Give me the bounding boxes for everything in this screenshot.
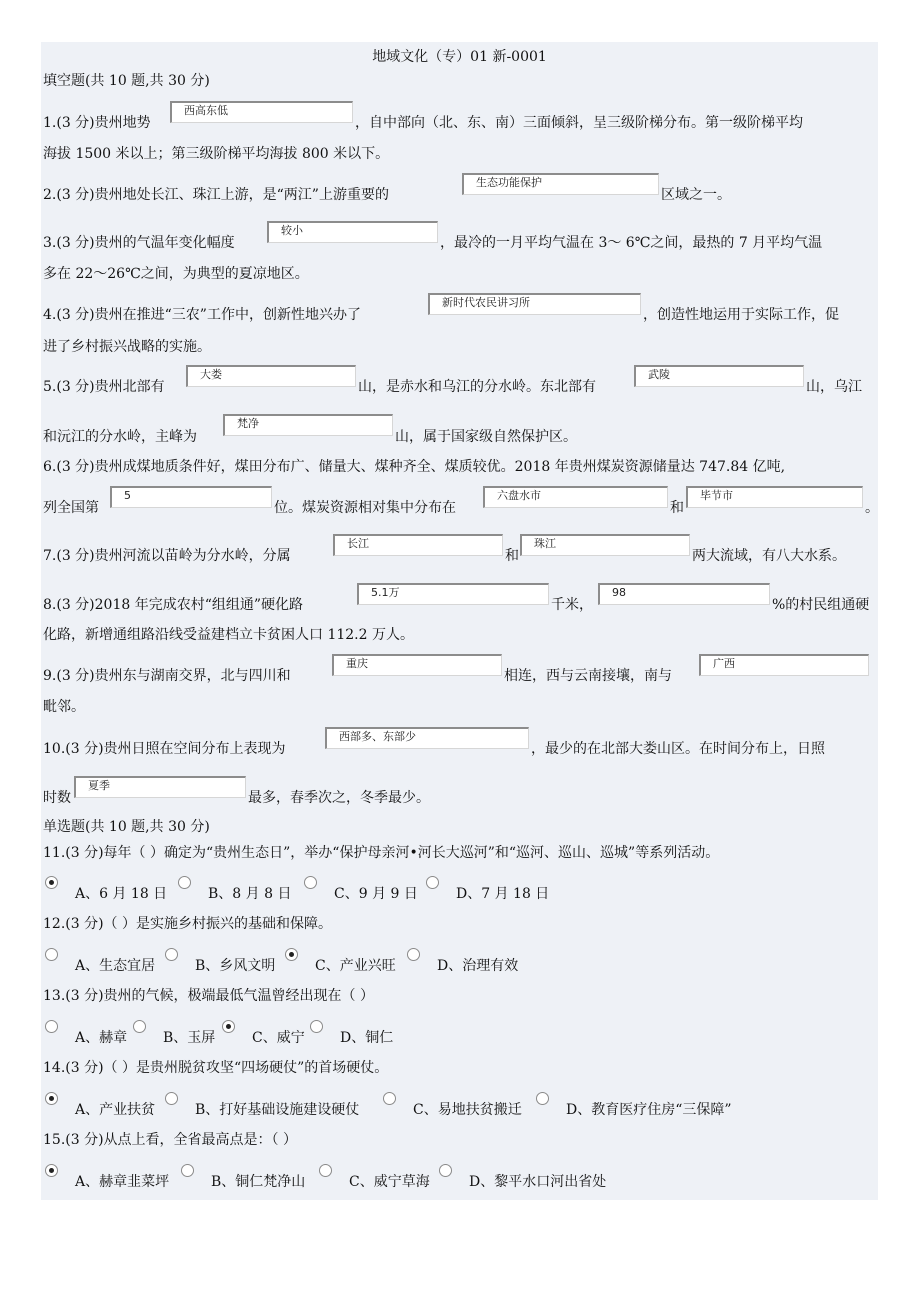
q8-text: 千米，: [551, 597, 593, 613]
q4-answer-field[interactable]: 新时代农民讲习所: [428, 293, 641, 315]
q10-text: 10.(3 分)贵州日照在空间分布上表现为: [43, 741, 286, 757]
q1-answer-field[interactable]: 西高东低: [170, 101, 353, 123]
q10-text: 时数: [43, 790, 71, 806]
q4-text: 进了乡村振兴战略的实施。: [43, 339, 211, 355]
q12-option-b-radio[interactable]: [165, 948, 178, 961]
page-title: 地域文化（专）01 新-0001: [372, 49, 547, 65]
q9-answer-field-2[interactable]: 广西: [699, 654, 869, 676]
q9-text: 9.(3 分)贵州东与湖南交界，北与四川和: [43, 668, 291, 684]
q11-option-d-label: D、7 月 18 日: [456, 886, 550, 902]
q10-answer-field-2[interactable]: 夏季: [74, 776, 246, 798]
q14-text: 14.(3 分)（ ）是贵州脱贫攻坚“四场硬仗”的首场硬仗。: [43, 1060, 389, 1076]
q7-answer-field-2[interactable]: 珠江: [520, 534, 690, 556]
q11-option-b-label: B、8 月 8 日: [208, 886, 292, 902]
q5-text: 山，乌江: [806, 379, 862, 395]
q7-text: 7.(3 分)贵州河流以苗岭为分水岭，分属: [43, 548, 291, 564]
q9-text: 相连，西与云南接壤，南与: [504, 668, 672, 684]
q13-option-a-label: A、赫章: [75, 1030, 128, 1046]
q5-text: 山，属于国家级自然保护区。: [395, 429, 577, 445]
q11-option-c-label: C、9 月 9 日: [334, 886, 418, 902]
q14-option-c-radio[interactable]: [383, 1092, 396, 1105]
q15-option-c-radio[interactable]: [319, 1164, 332, 1177]
q12-option-a-label: A、生态宜居: [75, 958, 156, 974]
q1-text: 1.(3 分)贵州地势: [43, 115, 151, 131]
q12-option-c-label: C、产业兴旺: [315, 958, 396, 974]
q5-answer-field-1[interactable]: 大娄: [186, 365, 356, 387]
q8-text: %的村民组通硬: [772, 597, 870, 613]
q11-option-a-radio[interactable]: [45, 876, 58, 889]
q12-option-a-radio[interactable]: [45, 948, 58, 961]
q14-option-b-radio[interactable]: [165, 1092, 178, 1105]
q1-text: ，自中部向（北、东、南）三面倾斜，呈三级阶梯分布。第一级阶梯平均: [355, 115, 803, 131]
q14-option-a-radio[interactable]: [45, 1092, 58, 1105]
q5-text: 和沅江的分水岭，主峰为: [43, 429, 197, 445]
q6-text: 。: [865, 500, 879, 516]
q13-option-b-label: B、玉屏: [163, 1030, 216, 1046]
q14-option-c-label: C、易地扶贫搬迁: [413, 1102, 522, 1118]
q6-text: 和: [670, 500, 684, 516]
q6-answer-field-2[interactable]: 六盘水市: [483, 486, 668, 508]
q11-text: 11.(3 分)每年（ ）确定为“贵州生态日”，举办“保护母亲河•河长大巡河”和“巡河、巡山、巡城”等系列活动。: [43, 845, 720, 861]
q12-option-d-label: D、治理有效: [437, 958, 519, 974]
q1-text: 海拔 1500 米以上；第三级阶梯平均海拔 800 米以下。: [43, 146, 390, 162]
q6-text: 位。煤炭资源相对集中分布在: [274, 500, 456, 516]
q11-option-a-label: A、6 月 18 日: [75, 886, 168, 902]
q15-option-c-label: C、威宁草海: [349, 1174, 430, 1190]
q8-answer-field-1[interactable]: 5.1万: [357, 583, 549, 605]
q8-text: 8.(3 分)2018 年完成农村“组组通”硬化路: [43, 597, 304, 613]
q15-option-b-label: B、铜仁梵净山: [211, 1174, 306, 1190]
fill-section-header: 填空题(共 10 题,共 30 分): [43, 73, 210, 89]
q15-text: 15.(3 分)从点上看，全省最高点是：（ ）: [43, 1132, 297, 1148]
q2-text: 区域之一。: [661, 187, 731, 203]
q12-option-b-label: B、乡风文明: [195, 958, 276, 974]
q7-text: 和: [505, 548, 519, 564]
q15-option-a-label: A、赫章韭菜坪: [75, 1174, 170, 1190]
q6-text: 6.(3 分)贵州成煤地质条件好，煤田分布广、储量大、煤种齐全、煤质较优。2018 年贵州煤炭资源储量达 747.84 亿吨,: [43, 459, 786, 475]
q5-text: 山，是赤水和乌江的分水岭。东北部有: [358, 379, 596, 395]
q10-answer-field-1[interactable]: 西部多、东部少: [325, 727, 529, 749]
q13-option-c-label: C、威宁: [252, 1030, 305, 1046]
q4-text: 4.(3 分)贵州在推进“三农”工作中，创新性地兴办了: [43, 307, 361, 323]
q13-option-c-radio[interactable]: [222, 1020, 235, 1033]
exam-sheet: [41, 42, 878, 1200]
q5-text: 5.(3 分)贵州北部有: [43, 379, 165, 395]
q14-option-b-label: B、打好基础设施建设硬仗: [195, 1102, 360, 1118]
q15-option-b-radio[interactable]: [181, 1164, 194, 1177]
q11-option-d-radio[interactable]: [426, 876, 439, 889]
q14-option-d-label: D、教育医疗住房“三保障”: [566, 1102, 732, 1118]
q13-option-d-label: D、铜仁: [340, 1030, 394, 1046]
q10-text: ，最少的在北部大娄山区。在时间分布上，日照: [531, 741, 825, 757]
q15-option-d-radio[interactable]: [439, 1164, 452, 1177]
q5-answer-field-3[interactable]: 梵净: [223, 414, 393, 436]
q3-text: 多在 22～26℃之间，为典型的夏凉地区。: [43, 266, 309, 282]
q5-answer-field-2[interactable]: 武陵: [634, 365, 804, 387]
q12-option-c-radio[interactable]: [285, 948, 298, 961]
q9-answer-field-1[interactable]: 重庆: [332, 654, 502, 676]
q11-option-c-radio[interactable]: [304, 876, 317, 889]
q6-answer-field-3[interactable]: 毕节市: [686, 486, 863, 508]
q3-answer-field[interactable]: 较小: [267, 221, 438, 243]
q13-option-d-radio[interactable]: [310, 1020, 323, 1033]
q7-answer-field-1[interactable]: 长江: [333, 534, 503, 556]
q7-text: 两大流域，有八大水系。: [692, 548, 846, 564]
q13-text: 13.(3 分)贵州的气候，极端最低气温曾经出现在（ ）: [43, 988, 374, 1004]
q14-option-a-label: A、产业扶贫: [75, 1102, 156, 1118]
q12-option-d-radio[interactable]: [407, 948, 420, 961]
q6-text: 列全国第: [43, 500, 99, 516]
q2-answer-field[interactable]: 生态功能保护: [462, 173, 659, 195]
q3-text: 3.(3 分)贵州的气温年变化幅度: [43, 235, 235, 251]
q3-text: ，最冷的一月平均气温在 3～ 6℃之间，最热的 7 月平均气温: [440, 235, 823, 251]
q15-option-a-radio[interactable]: [45, 1164, 58, 1177]
q2-text: 2.(3 分)贵州地处长江、珠江上游，是“两江”上游重要的: [43, 187, 389, 203]
choice-section-header: 单选题(共 10 题,共 30 分): [43, 819, 210, 835]
q13-option-b-radio[interactable]: [133, 1020, 146, 1033]
q8-answer-field-2[interactable]: 98: [598, 583, 770, 605]
q6-answer-field-1[interactable]: 5: [110, 486, 272, 508]
q9-text: 毗邻。: [43, 699, 85, 715]
q15-option-d-label: D、黎平水口河出省处: [469, 1174, 607, 1190]
q11-option-b-radio[interactable]: [178, 876, 191, 889]
q10-text: 最多，春季次之，冬季最少。: [248, 790, 430, 806]
q14-option-d-radio[interactable]: [536, 1092, 549, 1105]
q8-text: 化路，新增通组路沿线受益建档立卡贫困人口 112.2 万人。: [43, 627, 414, 643]
q12-text: 12.(3 分)（ ）是实施乡村振兴的基础和保障。: [43, 916, 332, 932]
q13-option-a-radio[interactable]: [45, 1020, 58, 1033]
q4-text: ，创造性地运用于实际工作，促: [643, 307, 839, 323]
